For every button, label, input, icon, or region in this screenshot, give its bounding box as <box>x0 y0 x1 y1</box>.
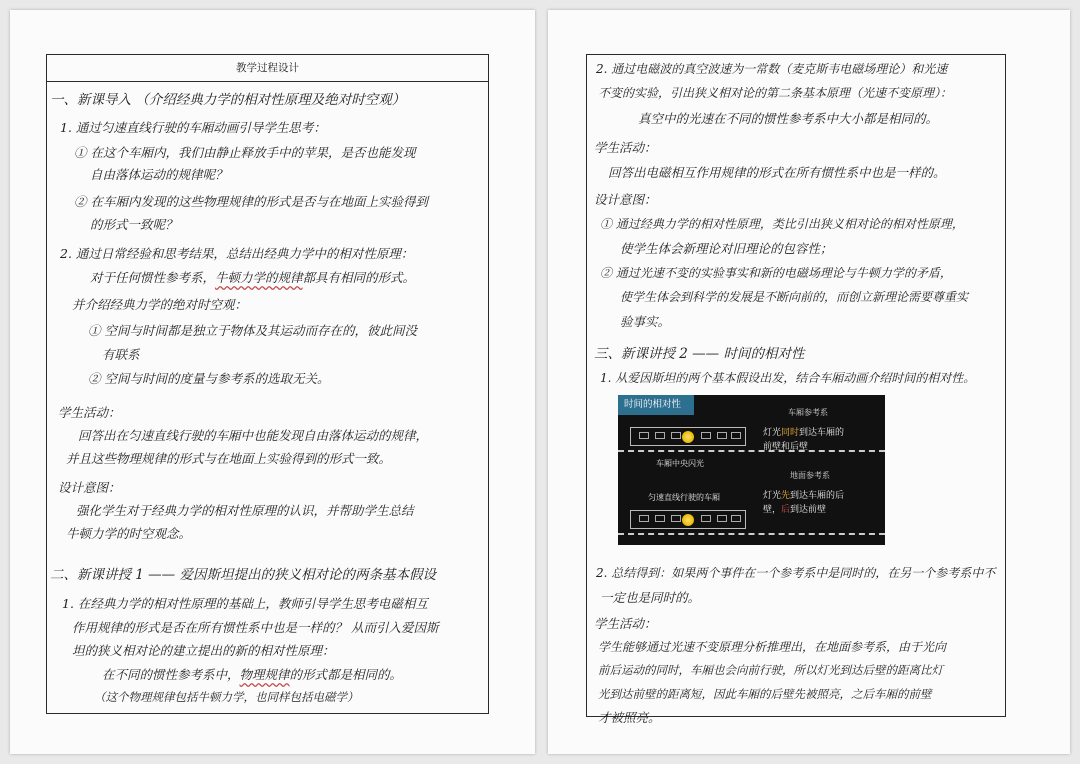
question-1-line-a: ① 在这个车厢内，我们由静止释放手中的苹果，是否也能发现 <box>74 145 416 160</box>
ground-frame-text-b <box>763 502 826 515</box>
flash-label: 车厢中央闪光 <box>656 459 704 468</box>
car-frame-text-a <box>763 425 844 438</box>
question-intro: 1. 通过匀速直线行驶的车厢动画引导学生思考： <box>60 120 326 135</box>
car-text-prefix: 灯光 <box>763 428 782 438</box>
section-2-line-d <box>102 667 402 682</box>
car-text-highlight: 同时 <box>781 428 800 438</box>
question-2-line-a: ② 在车厢内发现的这些物理规律的形式是否与在地面上实验得到 <box>74 194 428 209</box>
spacetime-2: ② 空间与时间的度量与参考系的选取无关。 <box>88 371 330 386</box>
spacetime-1-line-b: 有联系 <box>102 347 140 362</box>
ground-text-b-prefix: 壁， <box>763 505 782 515</box>
speed-line-a: 2. 通过电磁波的真空波速为一常数（麦克斯韦电磁场理论）和光速 <box>596 62 948 76</box>
train-car-bottom <box>630 510 746 529</box>
section-2-line-a: 1. 在经典力学的相对性原理的基础上，教师引导学生思考电磁相互 <box>62 596 428 611</box>
design-intent-2-line-2b: 使学生体会到科学的发展是不断向前的，而创立新理论需要尊重实 <box>620 290 969 304</box>
spacetime-intro: 并介绍经典力学的绝对时空观： <box>72 297 248 312</box>
slide-title: 时间的相对性 <box>618 395 694 415</box>
principle-line-b <box>90 270 415 285</box>
section-2-title: 二、新课讲授 1 —— 爱因斯坦提出的狭义相对论的两条基本假设 <box>50 567 436 583</box>
design-intent-2-line-2c: 验事实。 <box>620 314 671 329</box>
flash-lamp-icon-moving <box>682 514 694 526</box>
section-3-title: 三、新课讲授 2 —— 时间的相对性 <box>594 346 805 362</box>
right-page <box>548 10 1070 754</box>
student-activity-3-line-a: 学生能够通过光速不变原理分析推理出，在地面参考系，由于光向 <box>598 640 947 654</box>
car-text-suffix: 到达车厢的 <box>799 428 845 438</box>
student-activity-3-line-c: 光到达前壁的距离短，因此车厢的后壁先被照亮，之后车厢的前壁 <box>598 687 932 701</box>
student-activity-label: 学生活动： <box>58 405 121 420</box>
student-activity-3-line-d: 才被照亮。 <box>598 710 661 725</box>
design-intent-2-line-1a: ① 通过经典力学的相对性原理，类比引出狭义相对论的相对性原理， <box>600 217 964 231</box>
flash-lamp-icon <box>682 431 694 443</box>
question-1-line-b: 自由落体运动的规律呢？ <box>90 167 228 182</box>
principle-text-end: 都具有相同的形式。 <box>302 270 416 285</box>
section-2-note: （这个物理规律包括牛顿力学，也同样包括电磁学） <box>94 690 359 704</box>
speed-line-c: 真空中的光速在不同的惯性参考系中大小都是相同的。 <box>638 111 939 126</box>
student-activity-line-a: 回答出在匀速直线行驶的车厢中也能发现自由落体运动的规律， <box>78 428 429 443</box>
left-page <box>10 10 535 754</box>
rail-top <box>618 450 885 452</box>
principle-marked-text: 牛顿力学的规律 <box>215 270 303 285</box>
student-activity-2-line-a: 回答出电磁相互作用规律的形式在所有惯性系中也是一样的。 <box>608 165 946 180</box>
summary-line-b: 一定也是同时的。 <box>600 590 701 605</box>
principle-text: 对于任何惯性参考系， <box>90 270 216 285</box>
car-frame-label: 车厢参考系 <box>788 408 828 417</box>
spacetime-1-line-a: ① 空间与时间都是独立于物体及其运动而存在的，彼此间没 <box>88 323 417 338</box>
principle-line-a: 2. 通过日常经验和思考结果，总结出经典力学中的相对性原理： <box>60 246 414 261</box>
student-activity-3-line-b: 前后运动的同时，车厢也会向前行驶，所以灯光到达后壁的距离比灯 <box>598 663 943 677</box>
design-intent-line-b: 牛顿力学的时空观念。 <box>66 526 192 541</box>
summary-line-a: 2. 总结得到：如果两个事件在一个参考系中是同时的，在另一个参考系中不 <box>596 566 996 580</box>
student-activity-line-b: 并且这些物理规律的形式与在地面上实验得到的形式一致。 <box>66 451 392 466</box>
ground-frame-text-a <box>763 488 844 501</box>
ground-text-highlight-first: 先 <box>781 491 791 501</box>
relativity-slide <box>618 395 885 545</box>
section-2-line-c: 坦的狭义相对论的建立提出的新的相对性原理： <box>72 643 335 658</box>
ground-frame-label: 地面参考系 <box>790 471 830 480</box>
relativity-principle-marked-text: 物理规律 <box>239 667 290 682</box>
section-1-title: 一、新课导入 （介绍经典力学的相对性原理及绝对时空观） <box>50 92 406 108</box>
ground-text-b-suffix: 到达前壁 <box>790 505 827 515</box>
design-intent-label: 设计意图： <box>58 480 121 495</box>
ground-text-prefix: 灯光 <box>763 491 782 501</box>
relativity-principle-text: 在不同的惯性参考系中， <box>102 667 240 682</box>
rail-bottom <box>618 533 885 535</box>
design-intent-2-line-2a: ② 通过光速不变的实验事实和新的电磁场理论与牛顿力学的矛盾， <box>600 266 952 280</box>
table-header: 教学过程设计 <box>47 55 488 82</box>
section-3-line-1: 1. 从爱因斯坦的两个基本假设出发，结合车厢动画介绍时间的相对性。 <box>600 371 976 385</box>
question-2-line-b: 的形式一致呢？ <box>90 217 178 232</box>
relativity-principle-text-end: 的形式都是相同的。 <box>289 667 403 682</box>
ground-text-suffix: 到达车厢的后 <box>790 491 845 501</box>
design-intent-label-2: 设计意图： <box>594 192 657 207</box>
train-car-top <box>630 427 746 446</box>
design-intent-2-line-1b: 使学生体会新理论对旧理论的包容性； <box>620 241 833 256</box>
student-activity-label-2: 学生活动： <box>594 140 657 155</box>
ground-text-highlight-later: 后 <box>781 505 791 515</box>
speed-line-b: 不变的实验，引出狭义相对论的第二条基本原理（光速不变原理）： <box>598 86 953 100</box>
student-activity-label-3: 学生活动： <box>594 616 657 631</box>
design-intent-line-a: 强化学生对于经典力学的相对性原理的认识，并帮助学生总结 <box>76 503 414 518</box>
section-2-line-b: 作用规律的形式是否在所有惯性系中也是一样的？ 从而引入爱因斯 <box>72 620 439 635</box>
train-label: 匀速直线行驶的车厢 <box>648 493 720 502</box>
car-frame-text-b: 前壁和后壁 <box>763 442 809 452</box>
